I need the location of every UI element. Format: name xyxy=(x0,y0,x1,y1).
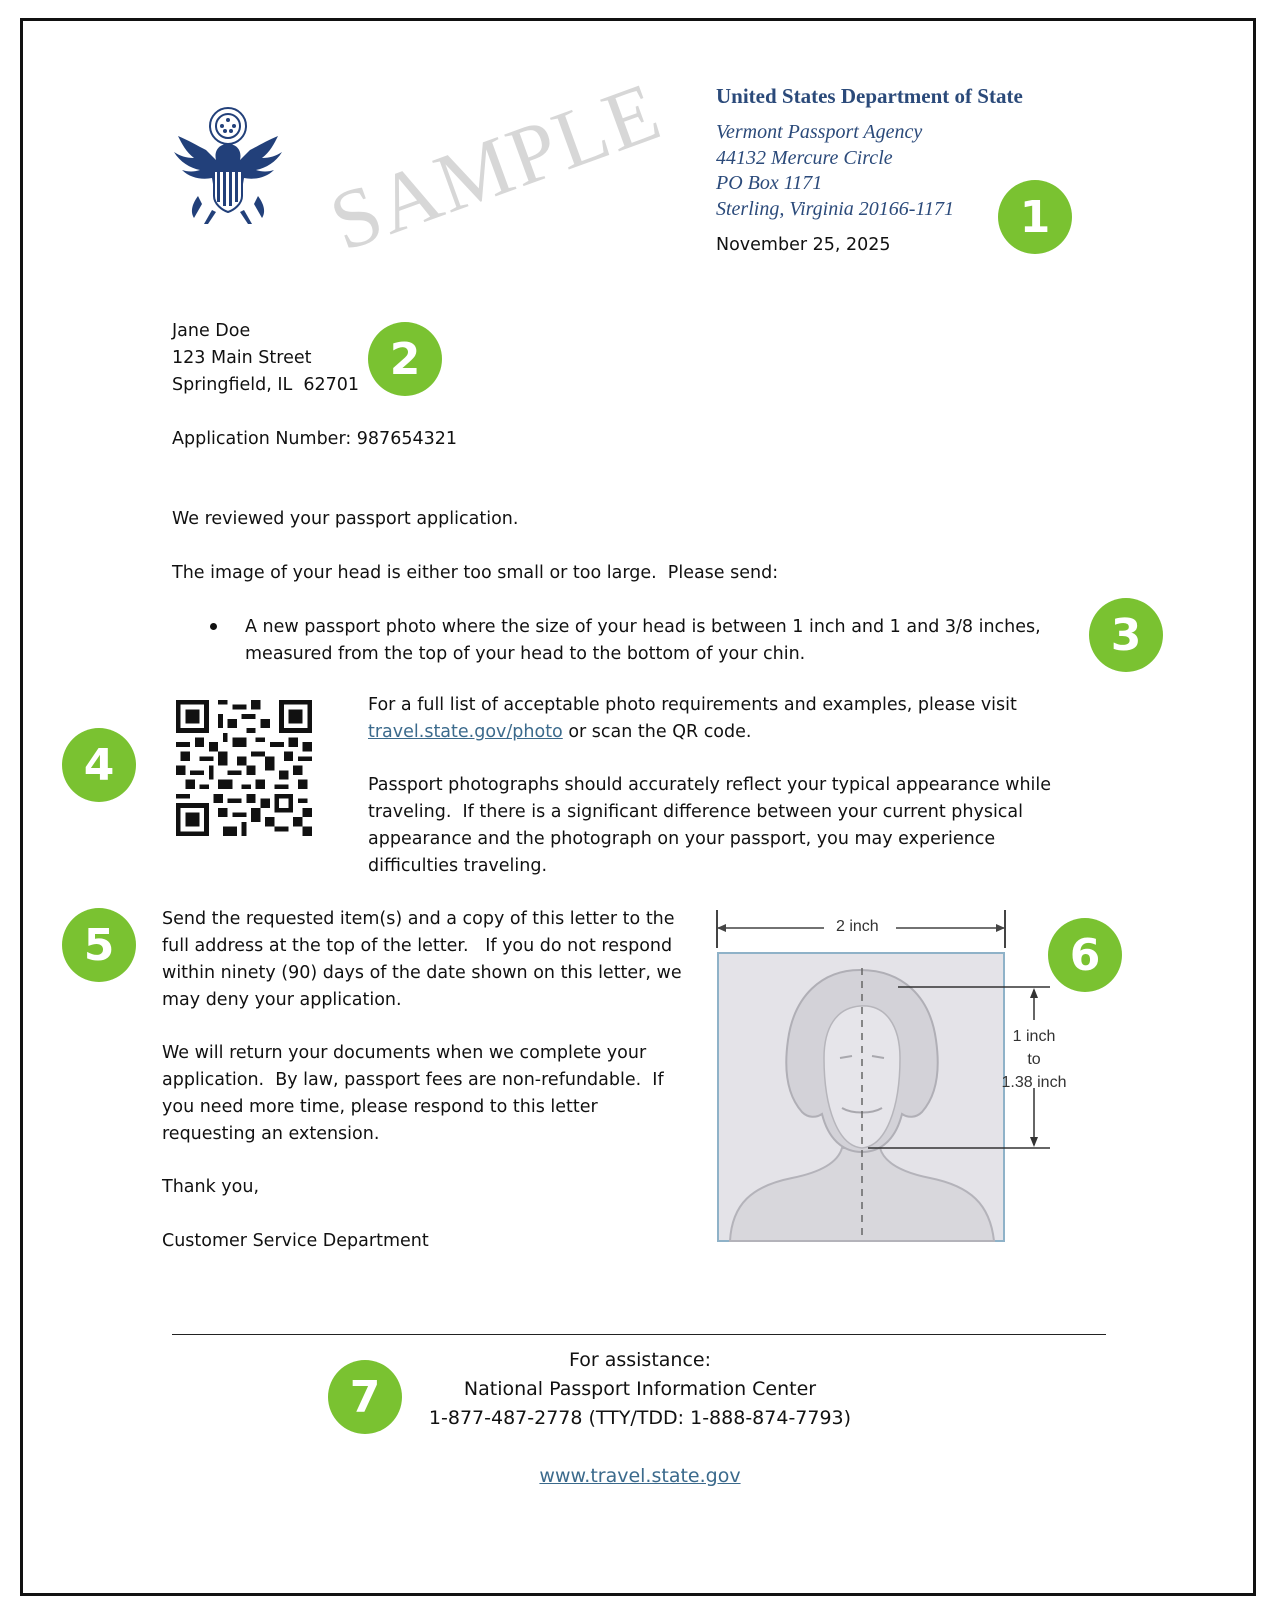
badge-7: 7 xyxy=(328,1360,402,1434)
assistance-phone: 1-877-487-2778 (TTY/TDD: 1-888-874-7793) xyxy=(428,1407,852,1429)
photo-requirements-link-line xyxy=(368,719,1068,746)
photo-requirements-link[interactable]: travel.state.gov/photo xyxy=(368,722,563,742)
badge-3: 3 xyxy=(1089,598,1163,672)
send-line-1: Send the requested item(s) and a copy of this letter to the xyxy=(162,909,675,929)
return-line-2: application. By law, passport fees are non-refundable. If xyxy=(162,1070,664,1090)
recipient-city: Springfield, IL 62701 xyxy=(172,375,360,395)
height-label-top: 1 inch xyxy=(1012,1028,1056,1045)
appearance-line-3: appearance and the photograph on your passport, you may experience xyxy=(368,829,996,849)
agency-title: United States Department of State xyxy=(716,84,1023,108)
appearance-paragraph xyxy=(368,772,1088,880)
agency-name: Vermont Passport Agency xyxy=(716,121,923,143)
photo-requirements-text xyxy=(368,692,1068,746)
bullet-dot xyxy=(210,623,217,630)
height-label-bottom: 1.38 inch xyxy=(1001,1074,1067,1091)
return-line-4: requesting an extension. xyxy=(162,1124,380,1144)
return-line-1: We will return your documents when we complete your xyxy=(162,1043,647,1063)
badge-6: 6 xyxy=(1048,918,1122,992)
agency-city: Sterling, Virginia 20166-1171 xyxy=(716,198,954,220)
badge-4: 4 xyxy=(62,728,136,802)
letter-date: November 25, 2025 xyxy=(716,235,891,255)
recipient-name: Jane Doe xyxy=(172,321,251,341)
assistance-center: National Passport Information Center xyxy=(463,1378,817,1400)
bullet-line-2: measured from the top of your head to the bottom of your chin. xyxy=(245,644,806,664)
photo-requirements-tail: or scan the QR code. xyxy=(562,722,752,742)
signature: Customer Service Department xyxy=(162,1231,429,1251)
appearance-line-4: difficulties traveling. xyxy=(368,856,548,876)
bullet-line-1: A new passport photo where the size of your head is between 1 inch and 1 and 3/8 inches, xyxy=(245,617,1041,637)
agency-po-box: PO Box 1171 xyxy=(716,172,823,194)
return-line-3: you need more time, please respond to this letter xyxy=(162,1097,598,1117)
website-link[interactable]: www.travel.state.gov xyxy=(539,1465,741,1487)
appearance-line-1: Passport photographs should accurately reflect your typical appearance while xyxy=(368,775,1052,795)
application-number: Application Number: 987654321 xyxy=(172,429,457,449)
badge-2: 2 xyxy=(368,322,442,396)
send-paragraph xyxy=(162,906,702,1014)
great-seal-icon xyxy=(168,100,288,228)
thank-you: Thank you, xyxy=(162,1177,260,1197)
footer-divider xyxy=(172,1334,1106,1335)
appearance-line-2: traveling. If there is a significant difference between your current physical xyxy=(368,802,1024,822)
qr-code-icon xyxy=(176,700,312,836)
height-label-to: to xyxy=(1027,1051,1041,1068)
sample-watermark: SAMPLE xyxy=(318,64,674,270)
recipient-street: 123 Main Street xyxy=(172,348,312,368)
send-line-3: within ninety (90) days of the date shown on this letter, we xyxy=(162,963,682,983)
head-size-paragraph: The image of your head is either too small or too large. Please send: xyxy=(172,563,779,583)
photo-size-diagram xyxy=(712,908,1072,1248)
website-link-row xyxy=(0,1462,1280,1490)
badge-1: 1 xyxy=(998,180,1072,254)
send-line-4: may deny your application. xyxy=(162,990,402,1010)
width-label: 2 inch xyxy=(836,918,879,935)
reviewed-paragraph: We reviewed your passport application. xyxy=(172,509,519,529)
return-paragraph xyxy=(162,1040,702,1148)
assistance-heading: For assistance: xyxy=(568,1349,712,1371)
agency-street: 44132 Mercure Circle xyxy=(716,147,893,169)
photo-requirements-line: For a full list of acceptable photo requirements and examples, please visit xyxy=(368,695,1017,715)
badge-5: 5 xyxy=(62,908,136,982)
send-line-2: full address at the top of the letter. If you do not respond xyxy=(162,936,673,956)
